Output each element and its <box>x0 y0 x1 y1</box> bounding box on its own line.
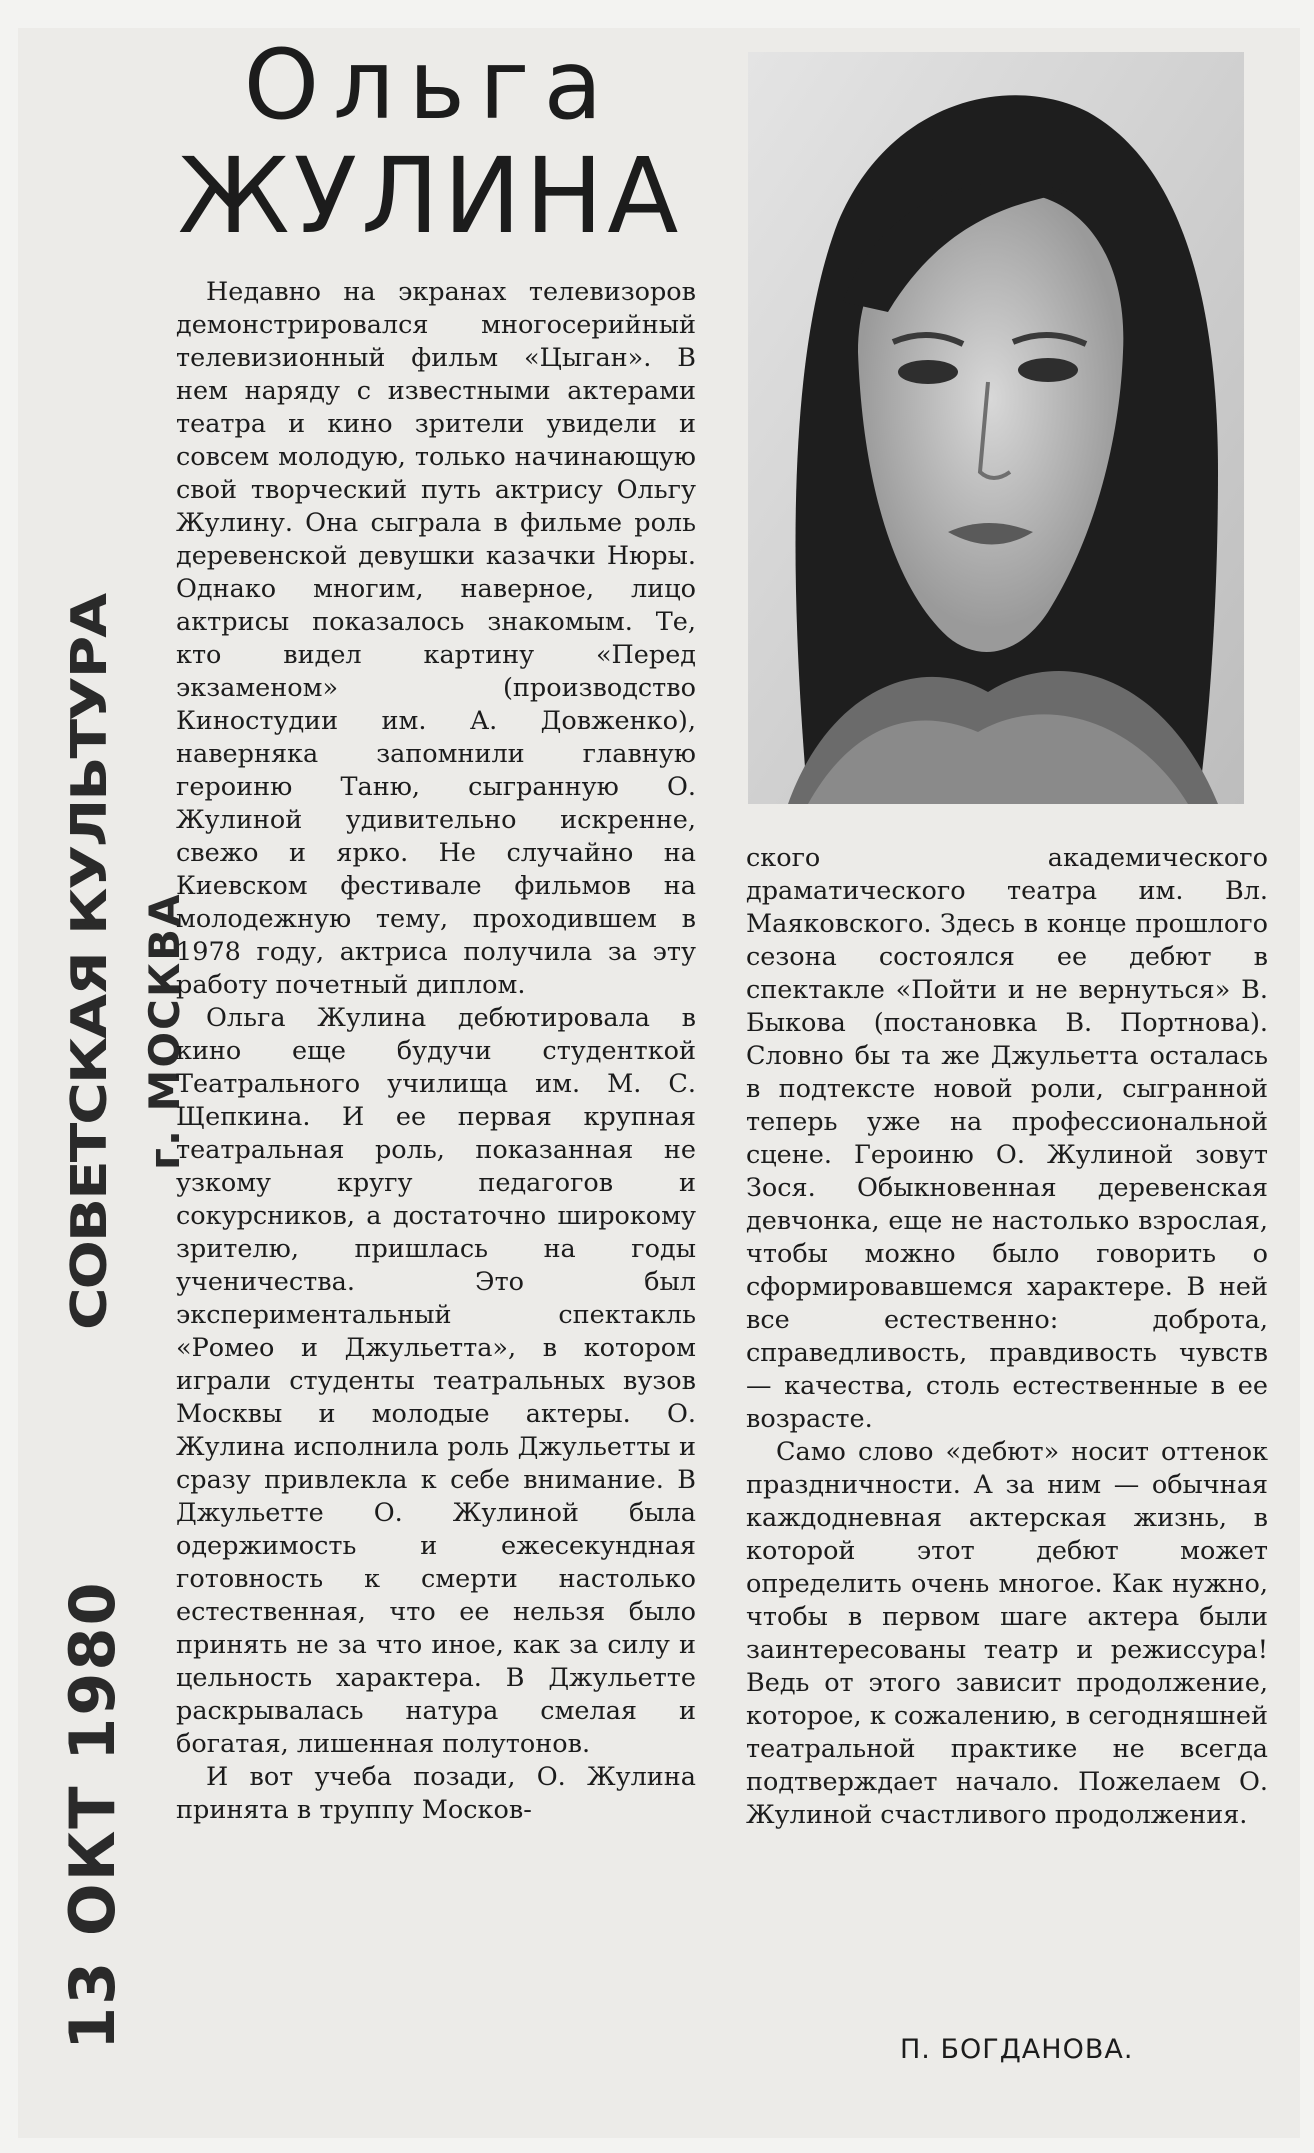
article-paragraph: ского академического драматического театра им. Вл. Маяковского. Здесь в конце прошлого сезона состоялся ее дебют в спектакле «Пойти и не вернуться» В. Быкова (постановка В. Портнова). Словно бы та же Джульетта осталась в подтексте новой роли, сыгранной теперь уже на профессиональной сцене. Героиню О. Жулиной зовут Зося. Обыкновенная деревенская девчонка, еще не настолько взрослая, чтобы можно было говорить о сформировавшемся характере. В ней все естественно: доброта, справедливость, правдивость чувств — качества, столь естественные в ее возрасте. <box>746 843 1268 1434</box>
article-left-column <box>176 276 696 1827</box>
article-right-column <box>746 842 1268 1832</box>
article-paragraph: Недавно на экранах телевизоров демонстрировался многосерийный телевизионный фильм «Цыган». В нем наряду с известными актерами театра и кино зрители увидели и совсем молодую, только начинающую свой творческий путь актрису Ольгу Жулину. Она сыграла в фильме роль деревенской девушки казачки Нюры. Однако многим, наверное, лицо актрисы показалось знакомым. Те, кто видел картину «Перед экзаменом» (производство Киностудии им. А. Довженко), наверняка запомнили главную героиню Таню, сыгранную О. Жулиной удивительно искренне, свежо и ярко. Не случайно на Киевском фестивале фильмов на молодежную тему, проходившем в 1978 году, актриса получила за эту работу почетный диплом. <box>176 277 696 1000</box>
portrait-photo <box>748 52 1244 804</box>
article-paragraph: Ольга Жулина дебютировала в кино еще будучи студенткой Театрального училища им. М. С. Щепкина. И ее первая крупная театральная роль, показанная не узкому кругу педагогов и сокурсников, а достаточно широкому зрителю, пришлась на годы ученичества. Это был экспериментальный спектакль «Ромео и Джульетта», в котором играли студенты театральных вузов Москвы и молодые актеры. О. Жулина исполнила роль Джульетты и сразу привлекла к себе внимание. В Джульетте О. Жулиной была одержимость и ежесекундная готовность к смерти настолько естественная, что ее нельзя было принять не за что иное, как за силу и цельность характера. В Джульетте раскрывалась натура смелая и богатая, лишенная полутонов. <box>176 1003 696 1759</box>
date-stamp: 13 ОКТ 1980 <box>56 1580 129 2050</box>
article-paragraph: И вот учеба позади, О. Жулина принята в труппу Москов- <box>176 1762 696 1825</box>
article-paragraph: Само слово «дебют» носит оттенок праздничности. А за ним — обычная каждодневная актерская жизнь, в которой этот дебют может определить очень многое. Как нужно, чтобы в первом шаге актера были заинтересованы театр и режиссура! Ведь от этого зависит продолжение, которое, к сожалению, в сегодняшней театральной практике не всегда подтверждает начало. Пожелаем О. Жулиной счастливого продолжения. <box>746 1437 1268 1830</box>
city-stamp: г. МОСКВА <box>140 892 189 1170</box>
portrait-photo-icon <box>748 52 1244 804</box>
publication-stamp: СОВЕТСКАЯ КУЛЬТУРА <box>60 594 118 1330</box>
headline-first-name: Ольга <box>243 29 617 141</box>
headline-last-name: ЖУЛИНА <box>177 135 683 257</box>
article-headline <box>140 29 720 257</box>
author-signature: П. БОГДАНОВА. <box>900 2034 1134 2065</box>
